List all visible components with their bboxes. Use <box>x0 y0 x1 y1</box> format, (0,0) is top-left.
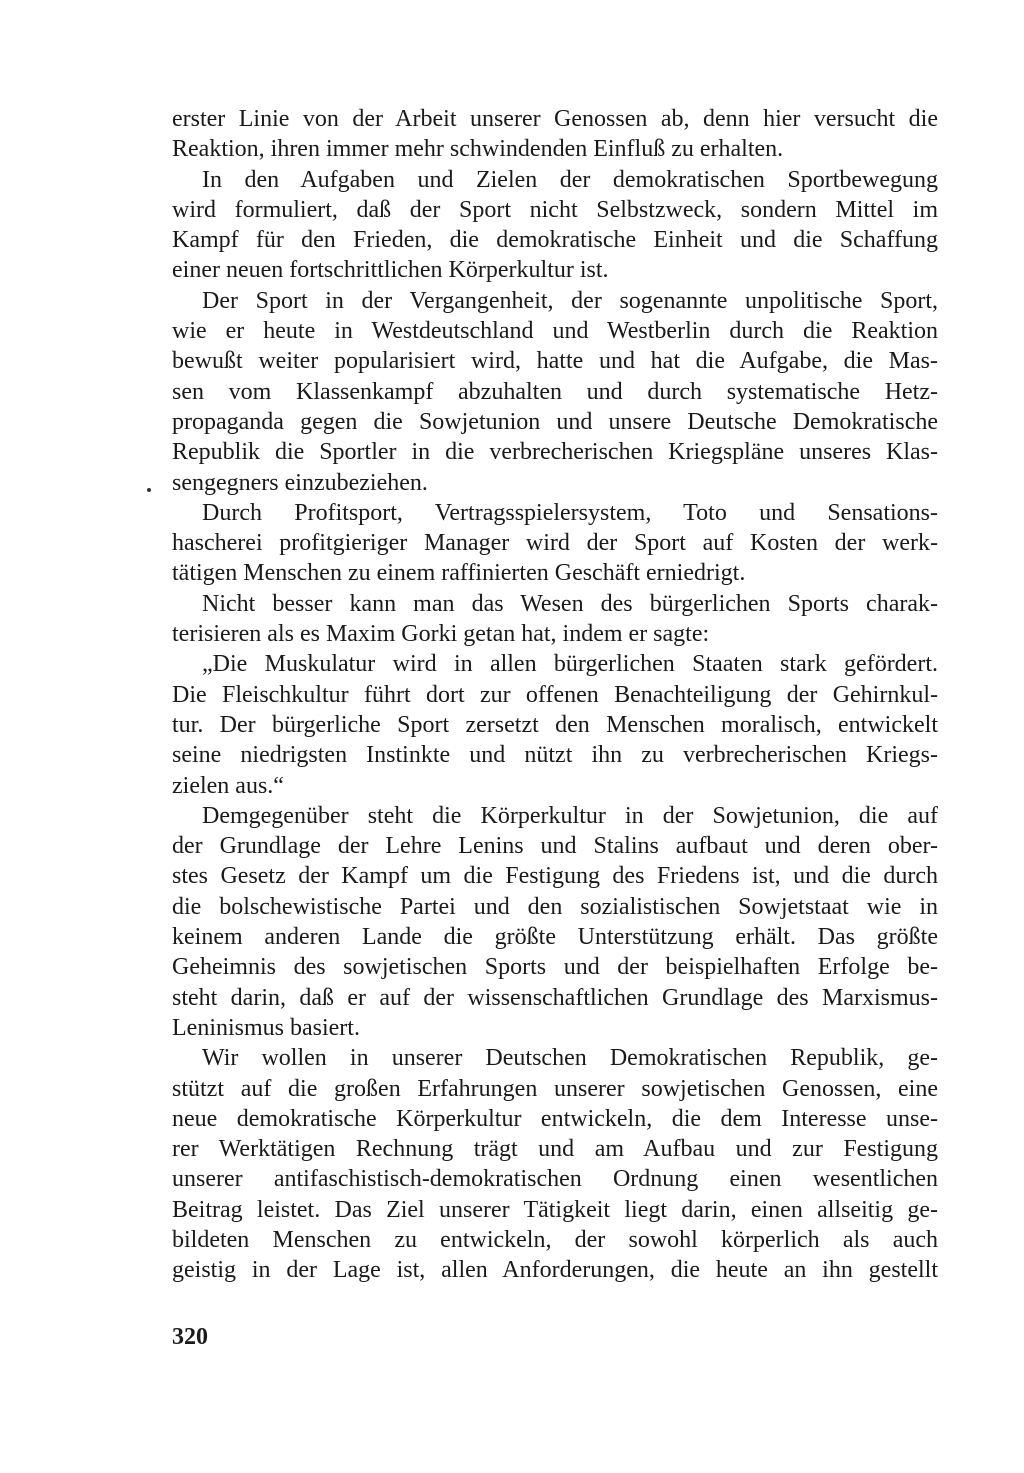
text-line: Reaktion, ihren immer mehr schwindenden Einfluß zu erhalten. <box>172 136 784 163</box>
text-line: stützt auf die großen Erfahrungen unserer sowjetischen Genossen, eine <box>172 1075 938 1102</box>
text-line: Die Fleischkultur führt dort zur offenen Benachteiligung der Gehirnkul- <box>172 681 938 708</box>
text-line: tätigen Menschen zu einem raffinierten Geschäft erniedrigt. <box>172 560 746 587</box>
text-line: rer Werktätigen Rechnung trägt und am Aufbau und zur Festigung <box>172 1136 938 1163</box>
text-line: die bolschewistische Partei und den sozialistischen Sowjetstaat wie in <box>172 893 938 920</box>
text-line: hascherei profitgieriger Manager wird der Sport auf Kosten der werk- <box>172 530 938 557</box>
text-line: der Grundlage der Lehre Lenins und Stalins aufbaut und deren ober- <box>172 833 938 860</box>
text-line: sen vom Klassenkampf abzuhalten und durch systematische Hetz- <box>172 378 938 405</box>
text-line: zielen aus.“ <box>172 772 284 799</box>
text-line: neue demokratische Körperkultur entwickeln, die dem Interesse unse- <box>172 1105 938 1132</box>
body-text <box>172 104 938 1286</box>
text-line: Leninismus basiert. <box>172 1014 360 1041</box>
page-number: 320 <box>172 1324 208 1350</box>
text-line: Republik die Sportler in die verbrecherischen Kriegspläne unseres Klas- <box>172 439 938 466</box>
text-line: wie er heute in Westdeutschland und Westberlin durch die Reaktion <box>172 318 938 345</box>
text-line: terisieren als es Maxim Gorki getan hat, indem er sagte: <box>172 621 710 648</box>
text-line: steht darin, daß er auf der wissenschaftlichen Grundlage des Marxismus- <box>172 984 938 1011</box>
text-line: „Die Muskulatur wird in allen bürgerlichen Staaten stark gefördert. <box>202 651 938 678</box>
text-line: bewußt weiter popularisiert wird, hatte und hat die Aufgabe, die Mas- <box>172 348 938 375</box>
text-line: Geheimnis des sowjetischen Sports und der beispielhaften Erfolge be- <box>172 954 938 981</box>
text-line: Der Sport in der Vergangenheit, der sogenannte unpolitische Sport, <box>202 287 938 314</box>
text-line: seine niedrigsten Instinkte und nützt ihn zu verbrecherischen Kriegs- <box>172 742 938 769</box>
text-line: Kampf für den Frieden, die demokratische Einheit und die Schaffung <box>172 227 938 254</box>
text-line: tur. Der bürgerliche Sport zersetzt den Menschen moralisch, entwickelt <box>172 711 938 738</box>
text-line: erster Linie von der Arbeit unserer Genossen ab, denn hier versucht die <box>172 106 938 132</box>
text-line: Demgegenüber steht die Körperkultur in der Sowjetunion, die auf <box>202 802 938 829</box>
text-line: sengegners einzubeziehen. <box>172 469 428 496</box>
text-line: keinem anderen Lande die größte Unterstützung erhält. Das größte <box>172 924 938 951</box>
text-line: propaganda gegen die Sowjetunion und unsere Deutsche Demokratische <box>172 408 938 435</box>
print-speck <box>147 488 151 492</box>
text-line: wird formuliert, daß der Sport nicht Selbstzweck, sondern Mittel im <box>172 196 938 223</box>
text-line: unserer antifaschistisch-demokratischen Ordnung einen wesentlichen <box>172 1166 938 1193</box>
text-line: bildeten Menschen zu entwickeln, der sowohl körperlich als auch <box>172 1226 938 1253</box>
text-line: stes Gesetz der Kampf um die Festigung des Friedens ist, und die durch <box>172 863 938 890</box>
text-line: Beitrag leistet. Das Ziel unserer Tätigkeit liegt darin, einen allseitig ge- <box>172 1196 938 1223</box>
text-line: geistig in der Lage ist, allen Anforderungen, die heute an ihn gestellt <box>172 1257 938 1284</box>
text-line: Nicht besser kann man das Wesen des bürgerlichen Sports charak- <box>202 590 938 617</box>
text-line: Wir wollen in unserer Deutschen Demokratischen Republik, ge- <box>202 1045 938 1072</box>
text-line: In den Aufgaben und Zielen der demokratischen Sportbewegung <box>202 166 938 193</box>
text-line: einer neuen fortschrittlichen Körperkultur ist. <box>172 257 609 284</box>
text-line: Durch Profitsport, Vertragsspielersystem, Toto und Sensations- <box>202 499 938 526</box>
